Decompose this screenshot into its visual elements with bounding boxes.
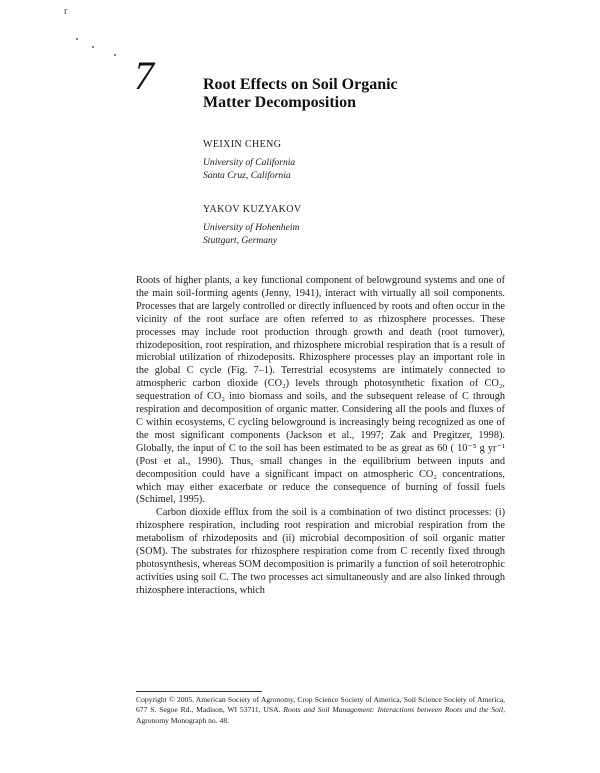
- scan-speck: [76, 38, 78, 40]
- footnote-rule: [136, 691, 262, 692]
- author-name: YAKOV KUZYAKOV: [203, 204, 302, 215]
- footnote-text: Agronomy Monograph no. 48.: [136, 715, 230, 725]
- chapter-title-line: Matter Decomposition: [203, 94, 356, 111]
- author-affiliation: Stuttgart, Germany: [203, 235, 278, 246]
- scan-speck: [114, 54, 116, 56]
- chapter-title: [203, 76, 398, 112]
- body-text: [136, 275, 505, 598]
- author-affiliation: Santa Cruz, California: [203, 170, 291, 181]
- author-affiliation: University of Hohenheim: [203, 222, 300, 233]
- author-affiliation: University of California: [203, 157, 296, 168]
- author-block: [203, 203, 301, 247]
- author-block: [203, 138, 295, 182]
- crop-mark: r: [64, 6, 68, 17]
- footnote-book-title: Roots and Soil Management: Interactions between Roots and the Soil,: [283, 705, 505, 715]
- copyright-footnote: [136, 695, 505, 726]
- footnote-text: Copyright © 2005. American Society of Agronomy, Crop Science Society of America, Soil Science Society of America, 677 S. Segoe Rd., Madison, WI 53711, USA.: [136, 695, 505, 715]
- chapter-number: 7: [134, 53, 154, 98]
- chapter-title-line: Root Effects on Soil Organic: [203, 76, 398, 93]
- author-name: WEIXIN CHENG: [203, 139, 282, 150]
- paragraph: Roots of higher plants, a key functional component of belowground systems and one of the main soil-forming agents (Jenny, 1941), interact with virtually all soil components. Processes that are largely controlled or directly influenced by roots and often occur in the vicinity of the root surface are often referred to as rhizosphere processes. These processes may include root production through growth and death (root turnover), rhizodeposition, root respiration, and rhizosphere microbial respiration that is a result of microbial utilization of rhizodeposits. Rhizosphere processes play an important role in the global C cycle (Fig. 7–1). Terrestrial ecosystems are intimately connected to atmospheric carbon dioxide (CO₂) levels through photosynthetic fixation of CO₂, sequestration of CO₂ into biomass and soils, and the subsequent release of C through respiration and decomposition of organic matter. Considering all the pools and fluxes of C within ecosystems, C cycling belowground is increasingly being recognized as one of the most significant components (Jackson et al., 1997; Zak and Pregitzer, 1998). Globally, the input of C to the soil has been estimated to be as great as 60 ( 10⁻⁵ g yr⁻¹ (Post et al., 1990). Thus, small changes in the equilibrium between inputs and decomposition could have a significant impact on atmospheric CO₂ concentrations, which may either exacerbate or reduce the consequence of burning of fossil fuels (Schimel, 1995).: [136, 275, 505, 506]
- scan-speck: [92, 46, 94, 48]
- paragraph: Carbon dioxide efflux from the soil is a combination of two distinct processes: (i) rhizosphere respiration, including root respiration and microbial respiration from the metabolism of rhizodeposits and (ii) microbial decomposition of soil organic matter (SOM). The substrates for rhizosphere respiration come from C recently fixed through photosynthesis, whereas SOM decomposition is primarily a function of soil heterotrophic activities using soil C. The two processes act simultaneously and are also linked through rhizosphere interactions, which: [136, 507, 505, 596]
